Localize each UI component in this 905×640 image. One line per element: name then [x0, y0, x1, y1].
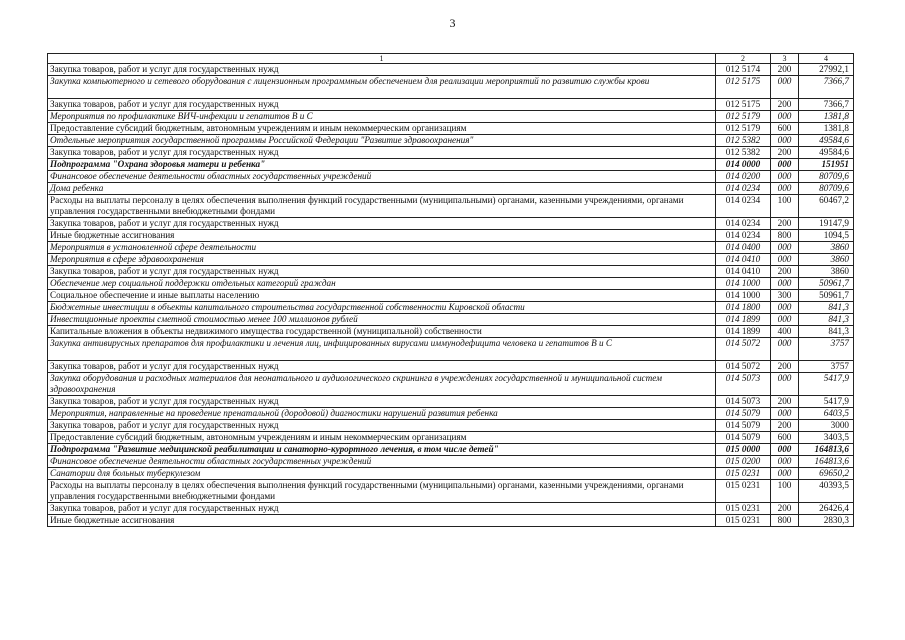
- amount-cell: 3860: [799, 242, 854, 254]
- expense-name-cell: Подпрограмма "Развитие медицинской реабилитации и санаторно-курортного лечения, в том числе детей": [48, 444, 716, 456]
- expense-type-cell: 000: [771, 373, 799, 396]
- expense-type-cell: 200: [771, 361, 799, 373]
- expense-name-cell: Закупка товаров, работ и услуг для государственных нужд: [48, 64, 716, 76]
- expense-type-cell: 000: [771, 338, 799, 361]
- expense-type-cell: 100: [771, 480, 799, 503]
- table-row: [48, 302, 854, 314]
- amount-cell: 80709,6: [799, 183, 854, 195]
- expense-type-cell: 000: [771, 111, 799, 123]
- target-code-cell: 014 0400: [716, 242, 771, 254]
- target-code-cell: 012 5382: [716, 147, 771, 159]
- expense-name-cell: Закупка товаров, работ и услуг для государственных нужд: [48, 420, 716, 432]
- expense-name-cell: Мероприятия, направленные на проведение пренатальной (дородовой) диагностики нарушений развития ребенка: [48, 408, 716, 420]
- expense-type-cell: 000: [771, 159, 799, 171]
- expense-type-cell: 300: [771, 290, 799, 302]
- amount-cell: 40393,5: [799, 480, 854, 503]
- expense-name-cell: Предоставление субсидий бюджетным, автономным учреждениям и иным некоммерческим организациям: [48, 432, 716, 444]
- amount-cell: 49584,6: [799, 135, 854, 147]
- expense-type-cell: 200: [771, 147, 799, 159]
- table-row: [48, 76, 854, 99]
- amount-cell: 50961,7: [799, 290, 854, 302]
- table-row: [48, 408, 854, 420]
- table-row: [48, 230, 854, 242]
- expense-type-cell: 800: [771, 515, 799, 527]
- table-row: [48, 432, 854, 444]
- expense-name-cell: Мероприятия в установленной сфере деятельности: [48, 242, 716, 254]
- amount-cell: 164813,6: [799, 456, 854, 468]
- expense-type-cell: 000: [771, 408, 799, 420]
- amount-cell: 26426,4: [799, 503, 854, 515]
- target-code-cell: 014 0200: [716, 171, 771, 183]
- amount-cell: 19147,9: [799, 218, 854, 230]
- expense-name-cell: Закупка оборудования и расходных материалов для неонатального и аудиологического скрининга в учреждениях государственной и муниципальной систем здравоохранения: [48, 373, 716, 396]
- target-code-cell: 014 0234: [716, 195, 771, 218]
- column-header-1: 1: [48, 54, 716, 64]
- table-row: [48, 278, 854, 290]
- amount-cell: 80709,6: [799, 171, 854, 183]
- table-row: [48, 468, 854, 480]
- expense-name-cell: Дома ребенка: [48, 183, 716, 195]
- expense-name-cell: Закупка товаров, работ и услуг для государственных нужд: [48, 218, 716, 230]
- expense-name-cell: Финансовое обеспечение деятельности областных государственных учреждений: [48, 456, 716, 468]
- table-row: [48, 242, 854, 254]
- target-code-cell: 014 5072: [716, 361, 771, 373]
- expense-name-cell: Иные бюджетные ассигнования: [48, 230, 716, 242]
- expense-name-cell: Закупка товаров, работ и услуг для государственных нужд: [48, 361, 716, 373]
- expense-name-cell: Подпрограмма "Охрана здоровья матери и ребенка": [48, 159, 716, 171]
- expense-name-cell: Бюджетные инвестиции в объекты капитального строительства государственной собственности Кировской области: [48, 302, 716, 314]
- expense-type-cell: 000: [771, 183, 799, 195]
- expense-type-cell: 000: [771, 314, 799, 326]
- table-row: [48, 254, 854, 266]
- target-code-cell: 014 5079: [716, 432, 771, 444]
- target-code-cell: 014 1000: [716, 278, 771, 290]
- amount-cell: 7366,7: [799, 99, 854, 111]
- table-row: [48, 444, 854, 456]
- target-code-cell: 012 5175: [716, 76, 771, 99]
- expense-name-cell: Закупка товаров, работ и услуг для государственных нужд: [48, 99, 716, 111]
- column-header-2: 2: [716, 54, 771, 64]
- target-code-cell: 014 0234: [716, 230, 771, 242]
- expense-type-cell: 000: [771, 468, 799, 480]
- target-code-cell: 014 5079: [716, 420, 771, 432]
- table-row: [48, 361, 854, 373]
- expense-name-cell: Иные бюджетные ассигнования: [48, 515, 716, 527]
- amount-cell: 1381,8: [799, 111, 854, 123]
- target-code-cell: 012 5179: [716, 111, 771, 123]
- target-code-cell: 014 0234: [716, 218, 771, 230]
- expense-name-cell: Закупка товаров, работ и услуг для государственных нужд: [48, 266, 716, 278]
- amount-cell: 3403,5: [799, 432, 854, 444]
- target-code-cell: 015 0231: [716, 503, 771, 515]
- target-code-cell: 014 0234: [716, 183, 771, 195]
- amount-cell: 151951: [799, 159, 854, 171]
- table-row: [48, 515, 854, 527]
- table-row: [48, 195, 854, 218]
- expense-name-cell: Капитальные вложения в объекты недвижимого имущества государственной (муниципальной) собственности: [48, 326, 716, 338]
- expense-name-cell: Обеспечение мер социальной поддержки отдельных категорий граждан: [48, 278, 716, 290]
- target-code-cell: 015 0231: [716, 515, 771, 527]
- expense-type-cell: 100: [771, 195, 799, 218]
- table-row: [48, 147, 854, 159]
- table-row: [48, 135, 854, 147]
- expense-name-cell: Инвестиционные проекты сметной стоимостью менее 100 миллионов рублей: [48, 314, 716, 326]
- table-row: [48, 373, 854, 396]
- amount-cell: 3000: [799, 420, 854, 432]
- table-row: [48, 503, 854, 515]
- target-code-cell: 014 0410: [716, 266, 771, 278]
- expense-name-cell: Закупка товаров, работ и услуг для государственных нужд: [48, 503, 716, 515]
- expense-name-cell: Социальное обеспечение и иные выплаты населению: [48, 290, 716, 302]
- table-row: [48, 159, 854, 171]
- column-header-4: 4: [799, 54, 854, 64]
- amount-cell: 6403,5: [799, 408, 854, 420]
- target-code-cell: 014 1899: [716, 314, 771, 326]
- table-row: [48, 64, 854, 76]
- expense-name-cell: Расходы на выплаты персоналу в целях обеспечения выполнения функций государственными (муниципальными) органами, казенными учреждениями, органами управления государственными внебюджетными фондами: [48, 195, 716, 218]
- amount-cell: 1381,8: [799, 123, 854, 135]
- target-code-cell: 014 5079: [716, 408, 771, 420]
- table-row: [48, 396, 854, 408]
- amount-cell: 1094,5: [799, 230, 854, 242]
- target-code-cell: 012 5174: [716, 64, 771, 76]
- column-number-row: [48, 54, 854, 64]
- expense-type-cell: 200: [771, 503, 799, 515]
- table-row: [48, 420, 854, 432]
- target-code-cell: 014 5073: [716, 373, 771, 396]
- expense-type-cell: 200: [771, 396, 799, 408]
- target-code-cell: 015 0200: [716, 456, 771, 468]
- table-row: [48, 290, 854, 302]
- expense-type-cell: 600: [771, 432, 799, 444]
- expense-name-cell: Закупка антивирусных препаратов для профилактики и лечения лиц, инфицированных вирусами иммунодефицита человека и гепатитов В и С: [48, 338, 716, 361]
- amount-cell: 841,3: [799, 326, 854, 338]
- amount-cell: 2830,3: [799, 515, 854, 527]
- target-code-cell: 015 0231: [716, 468, 771, 480]
- table-row: [48, 480, 854, 503]
- amount-cell: 3757: [799, 361, 854, 373]
- amount-cell: 5417,9: [799, 396, 854, 408]
- table-row: [48, 314, 854, 326]
- expense-name-cell: Закупка товаров, работ и услуг для государственных нужд: [48, 396, 716, 408]
- target-code-cell: 012 5179: [716, 123, 771, 135]
- amount-cell: 164813,6: [799, 444, 854, 456]
- amount-cell: 69650,2: [799, 468, 854, 480]
- target-code-cell: 014 5072: [716, 338, 771, 361]
- amount-cell: 27992,1: [799, 64, 854, 76]
- budget-table: [47, 53, 854, 527]
- expense-type-cell: 000: [771, 254, 799, 266]
- target-code-cell: 015 0000: [716, 444, 771, 456]
- table-row: [48, 338, 854, 361]
- table-body: [48, 64, 854, 527]
- table-row: [48, 456, 854, 468]
- expense-name-cell: Предоставление субсидий бюджетным, автономным учреждениям и иным некоммерческим организациям: [48, 123, 716, 135]
- expense-name-cell: Мероприятия по профилактике ВИЧ-инфекции и гепатитов В и С: [48, 111, 716, 123]
- expense-type-cell: 000: [771, 278, 799, 290]
- amount-cell: 50961,7: [799, 278, 854, 290]
- target-code-cell: 014 1800: [716, 302, 771, 314]
- expense-name-cell: Санатории для больных туберкулезом: [48, 468, 716, 480]
- target-code-cell: 012 5382: [716, 135, 771, 147]
- expense-type-cell: 000: [771, 302, 799, 314]
- target-code-cell: 014 0000: [716, 159, 771, 171]
- target-code-cell: 015 0231: [716, 480, 771, 503]
- table-row: [48, 123, 854, 135]
- table-row: [48, 171, 854, 183]
- expense-name-cell: Финансовое обеспечение деятельности областных государственных учреждений: [48, 171, 716, 183]
- target-code-cell: 014 5073: [716, 396, 771, 408]
- expense-type-cell: 200: [771, 420, 799, 432]
- amount-cell: 5417,9: [799, 373, 854, 396]
- expense-type-cell: 000: [771, 456, 799, 468]
- amount-cell: 7366,7: [799, 76, 854, 99]
- expense-type-cell: 200: [771, 99, 799, 111]
- table-row: [48, 266, 854, 278]
- amount-cell: 841,3: [799, 314, 854, 326]
- expense-name-cell: Закупка товаров, работ и услуг для государственных нужд: [48, 147, 716, 159]
- expense-type-cell: 000: [771, 171, 799, 183]
- amount-cell: 3757: [799, 338, 854, 361]
- expense-type-cell: 200: [771, 64, 799, 76]
- target-code-cell: 014 1000: [716, 290, 771, 302]
- expense-type-cell: 000: [771, 76, 799, 99]
- amount-cell: 60467,2: [799, 195, 854, 218]
- table-row: [48, 218, 854, 230]
- expense-type-cell: 200: [771, 266, 799, 278]
- expense-name-cell: Мероприятия в сфере здравоохранения: [48, 254, 716, 266]
- expense-type-cell: 800: [771, 230, 799, 242]
- table-row: [48, 183, 854, 195]
- amount-cell: 3860: [799, 254, 854, 266]
- expense-type-cell: 400: [771, 326, 799, 338]
- expense-name-cell: Отдельные мероприятия государственной программы Российской Федерации "Развитие здравоохранения": [48, 135, 716, 147]
- table-row: [48, 326, 854, 338]
- target-code-cell: 014 0410: [716, 254, 771, 266]
- expense-type-cell: 000: [771, 135, 799, 147]
- expense-type-cell: 600: [771, 123, 799, 135]
- column-header-3: 3: [771, 54, 799, 64]
- expense-type-cell: 200: [771, 218, 799, 230]
- expense-name-cell: Расходы на выплаты персоналу в целях обеспечения выполнения функций государственными (муниципальными) органами, казенными учреждениями, органами управления государственными внебюджетными фондами: [48, 480, 716, 503]
- amount-cell: 841,3: [799, 302, 854, 314]
- amount-cell: 3860: [799, 266, 854, 278]
- expense-type-cell: 000: [771, 242, 799, 254]
- page-number: 3: [449, 16, 456, 30]
- table-row: [48, 99, 854, 111]
- expense-type-cell: 000: [771, 444, 799, 456]
- target-code-cell: 014 1899: [716, 326, 771, 338]
- table-row: [48, 111, 854, 123]
- expense-name-cell: Закупка компьютерного и сетевого оборудования с лицензионным программным обеспечением для реализации мероприятий по развитию службы крови: [48, 76, 716, 99]
- target-code-cell: 012 5175: [716, 99, 771, 111]
- amount-cell: 49584,6: [799, 147, 854, 159]
